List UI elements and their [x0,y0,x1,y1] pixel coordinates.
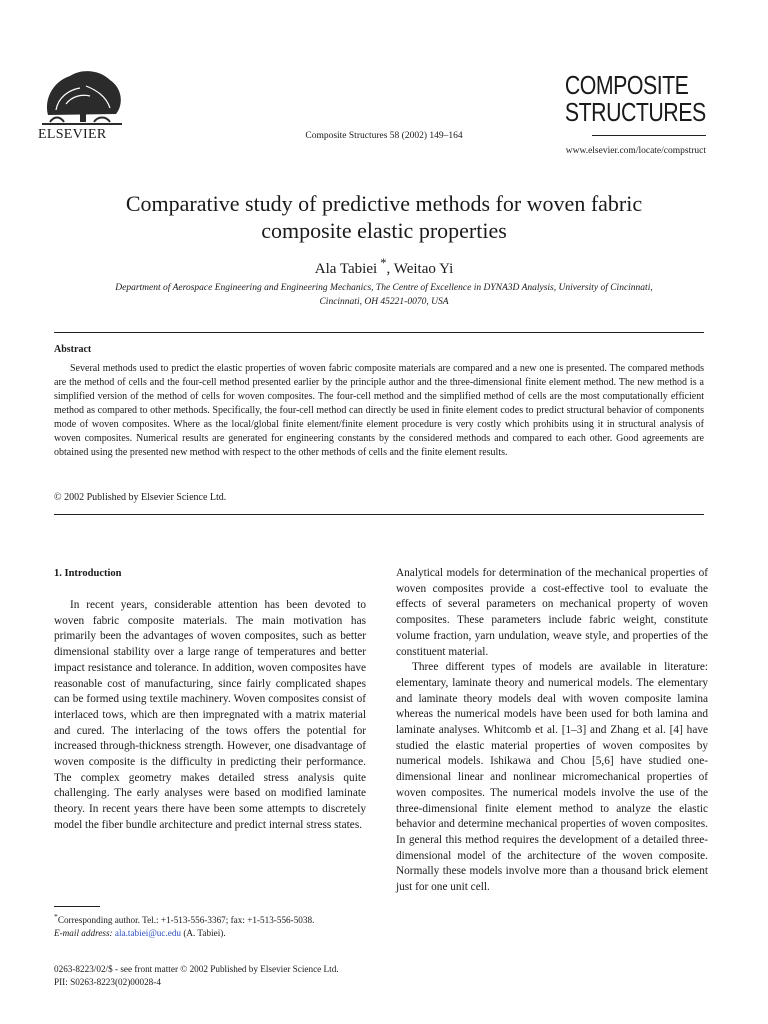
footnote [54,911,366,939]
author-affiliation [60,281,708,309]
footnote-email [54,927,366,940]
body-paragraph: Three different types of models are available in literature: elementary, laminate theory and numerical models. The elementary and laminate theory models deal with woven composite lamina whereas the numerical models have been used for both lamina and laminate analyses. Whitcomb et al. [1–3] and Zhang et al. [4] have studied the elastic material properties of woven composites by numerical models. Ishikawa and Chou [5,6] have studied one-dimensional linear and nonlinear micromechanical properties of woven composites. The numerical models involve the use of the three-dimensional finite element method to analyze the elastic behavior and determine mechanical properties of woven composites. In general this method requires the development of a detailed three-dimensional model of the architecture of the woven composite. Normally these models involve more than a thousand brick element just for one unit cell. [396,661,708,894]
author-separator: , [386,261,394,277]
author-list [0,256,768,278]
body-column-left [54,598,366,834]
body-paragraph: In recent years, considerable attention has been devoted to woven fabric composite materials. The main motivation has primarily been the advantages of woven composites, such as better dimensional stability over a large range of temperatures and better impact resistance and tolerance. In addition, woven composites have reasonable cost of manufacturing, since fairly complicated shapes can be formed using textile machinery. Woven composites consist of interlaced tows, which are then impregnated with a matrix material and cured. The interlacing of the tows offers the potential for increased through-thickness strength. However, one disadvantage of woven composite is the difficulty in predicting their performance. The complex geometry makes detailed stress analysis quite challenging. The early analyses were based on modified laminate theory. In recent years there have been some attempts to discretely model the fiber bundle architecture and predict internal stress states. [54,599,366,831]
journal-title-rule [592,135,706,136]
section-heading: 1. Introduction [54,568,122,579]
body-paragraph: Analytical models for determination of the mechanical properties of woven composites provide a cost-effective tool to evaluate the effects of several parameters on mechanical property of woven composites. These parameters include fabric weight, constitute volume fraction, yarn undulation, weave style, and properties of the constituent material. [396,567,708,658]
journal-title-line1: COMPOSITE [565,70,689,100]
article-title-line1: Comparative study of predictive methods for woven fabric [125,191,643,216]
email-suffix: (A. Tabiei). [181,927,226,938]
footnote-text [54,911,366,927]
front-matter-info [54,963,339,988]
pii-line: PII: S0263-8223(02)00028-4 [54,976,161,987]
author-name: Weitao Yi [393,261,454,277]
body-column-right [396,566,708,896]
journal-citation: Composite Structures 58 (2002) 149–164 [305,131,463,141]
email-link[interactable]: ala.tabiei@uc.edu [114,927,182,938]
article-title [60,190,708,244]
divider-rule [54,332,704,333]
publisher-name: ELSEVIER [38,127,107,142]
email-label: E-mail address: [54,927,113,938]
corresponding-author-mark: * [380,256,387,270]
divider-rule [54,514,704,515]
affiliation-line1: Department of Aerospace Engineering and Engineering Mechanics, The Centre of Excellence in DYNA3D Analysis, University of Cincinnati, [115,283,653,293]
issn-line: 0263-8223/02/$ - see front matter © 2002 Published by Elsevier Science Ltd. [54,964,339,974]
author-name: Ala Tabiei [314,261,378,277]
journal-title [565,72,706,126]
footnote-rule [54,906,100,907]
journal-title-line2: STRUCTURES [565,97,706,127]
affiliation-line2: Cincinnati, OH 45221-0070, USA [319,297,449,307]
copyright-line: © 2002 Published by Elsevier Science Ltd. [54,492,227,503]
journal-url: www.elsevier.com/locate/compstruct [565,146,706,156]
article-title-line2: composite elastic properties [261,218,507,243]
abstract-heading: Abstract [54,344,92,355]
corresponding-author-note: Corresponding author. Tel.: +1-513-556-3367; fax: +1-513-556-5038. [57,915,315,926]
footnote-mark: * [54,912,58,921]
abstract-text: Several methods used to predict the elastic properties of woven fabric composite materials are compared and a new one is presented. The compared methods are the method of cells and the four-cell method presented earlier by the principle author and the three-dimensional finite element method. The new method is a simplified version of the method of cells for woven composites. The four-cell method and the simplified method of cells are the most computationally efficient method as compared to other methods. Specifically, the four-cell method can directly be used in finite element codes to predict structural behavior of components mode of woven composites. Where as the local/global finite element/finite element procedure is very costly which prohibits using it in structural analysis of woven composites. Numerical results are generated for engineering constants by the considered methods and compared to each other. Good agreements are obtained using the presented new method with respect to the other methods of cells and the finite element results. [54,363,704,458]
